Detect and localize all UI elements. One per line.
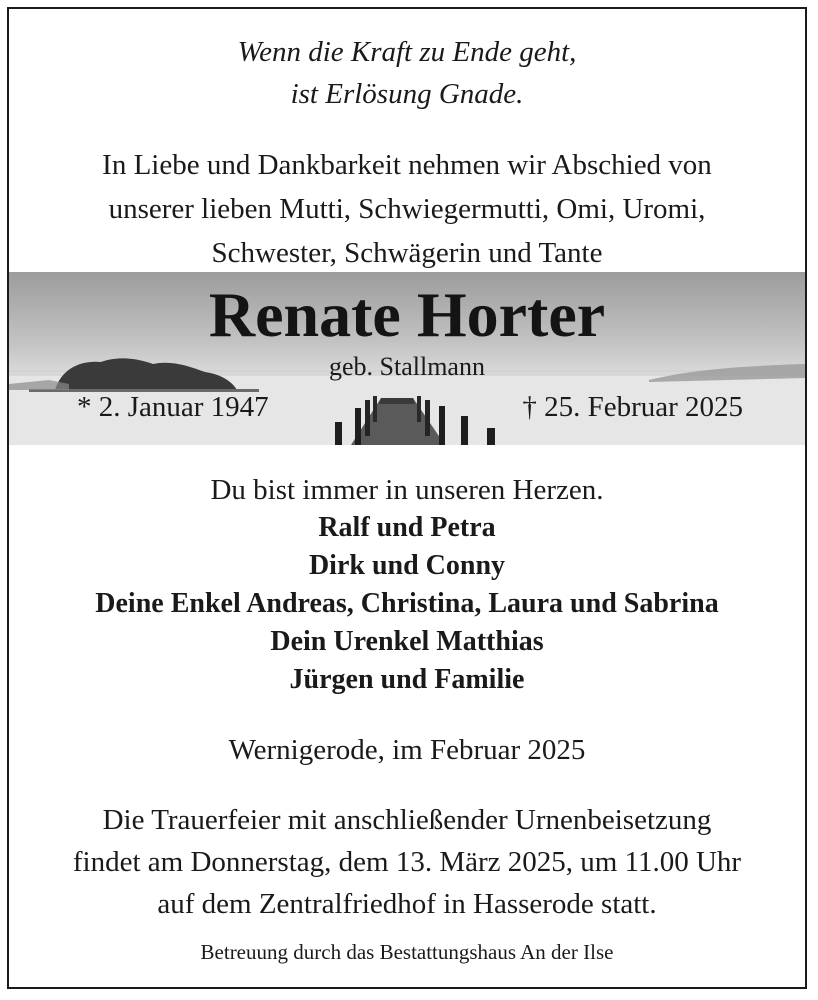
pier-post bbox=[439, 406, 445, 445]
birth-date: * 2. Januar 1947 bbox=[77, 391, 269, 423]
service-line-2: findet am Donnerstag, dem 13. März 2025, um 11.00 Uhr bbox=[72, 846, 742, 878]
pier-post bbox=[365, 400, 370, 436]
mourner-line: Jürgen und Familie bbox=[289, 664, 525, 695]
mourner-line: Deine Enkel Andreas, Christina, Laura und Sabrina bbox=[95, 588, 719, 619]
pier-post bbox=[417, 396, 421, 422]
pier-post bbox=[335, 422, 342, 445]
obituary-notice bbox=[7, 7, 807, 989]
intro-line-1: In Liebe und Dankbarkeit nehmen wir Abschied von bbox=[102, 149, 712, 181]
motto-line-2: ist Erlösung Gnade. bbox=[290, 78, 524, 110]
intro-line-3: Schwester, Schwägerin und Tante bbox=[211, 237, 603, 269]
closing-line: Du bist immer in unseren Herzen. bbox=[210, 474, 604, 506]
service-line-3: auf dem Zentralfriedhof in Hasserode statt. bbox=[157, 888, 657, 920]
mourners-list bbox=[9, 509, 805, 699]
pier-post bbox=[461, 416, 468, 445]
undertaker-credit: Betreuung durch das Bestattungshaus An der Ilse bbox=[200, 940, 614, 964]
place-date: Wernigerode, im Februar 2025 bbox=[228, 734, 586, 766]
mourner-line: Dein Urenkel Matthias bbox=[270, 626, 544, 657]
maiden-name: geb. Stallmann bbox=[329, 352, 485, 381]
funeral-service-info bbox=[9, 799, 805, 925]
deceased-name: Renate Horter bbox=[208, 279, 606, 350]
mourner-line: Dirk und Conny bbox=[308, 550, 506, 581]
intro-text bbox=[9, 143, 805, 275]
death-date: † 25. Februar 2025 bbox=[522, 391, 743, 423]
lake-pier-banner bbox=[9, 272, 805, 445]
motto-quote bbox=[9, 31, 805, 115]
pier-post bbox=[373, 396, 377, 422]
pier-post bbox=[487, 428, 495, 445]
mourner-line: Ralf und Petra bbox=[318, 512, 496, 543]
intro-line-2: unserer lieben Mutti, Schwiegermutti, Omi, Uromi, bbox=[108, 193, 706, 225]
pier-post bbox=[425, 400, 430, 436]
motto-line-1: Wenn die Kraft zu Ende geht, bbox=[237, 36, 577, 68]
pier-post bbox=[355, 408, 361, 445]
service-line-1: Die Trauerfeier mit anschließender Urnenbeisetzung bbox=[102, 804, 712, 836]
